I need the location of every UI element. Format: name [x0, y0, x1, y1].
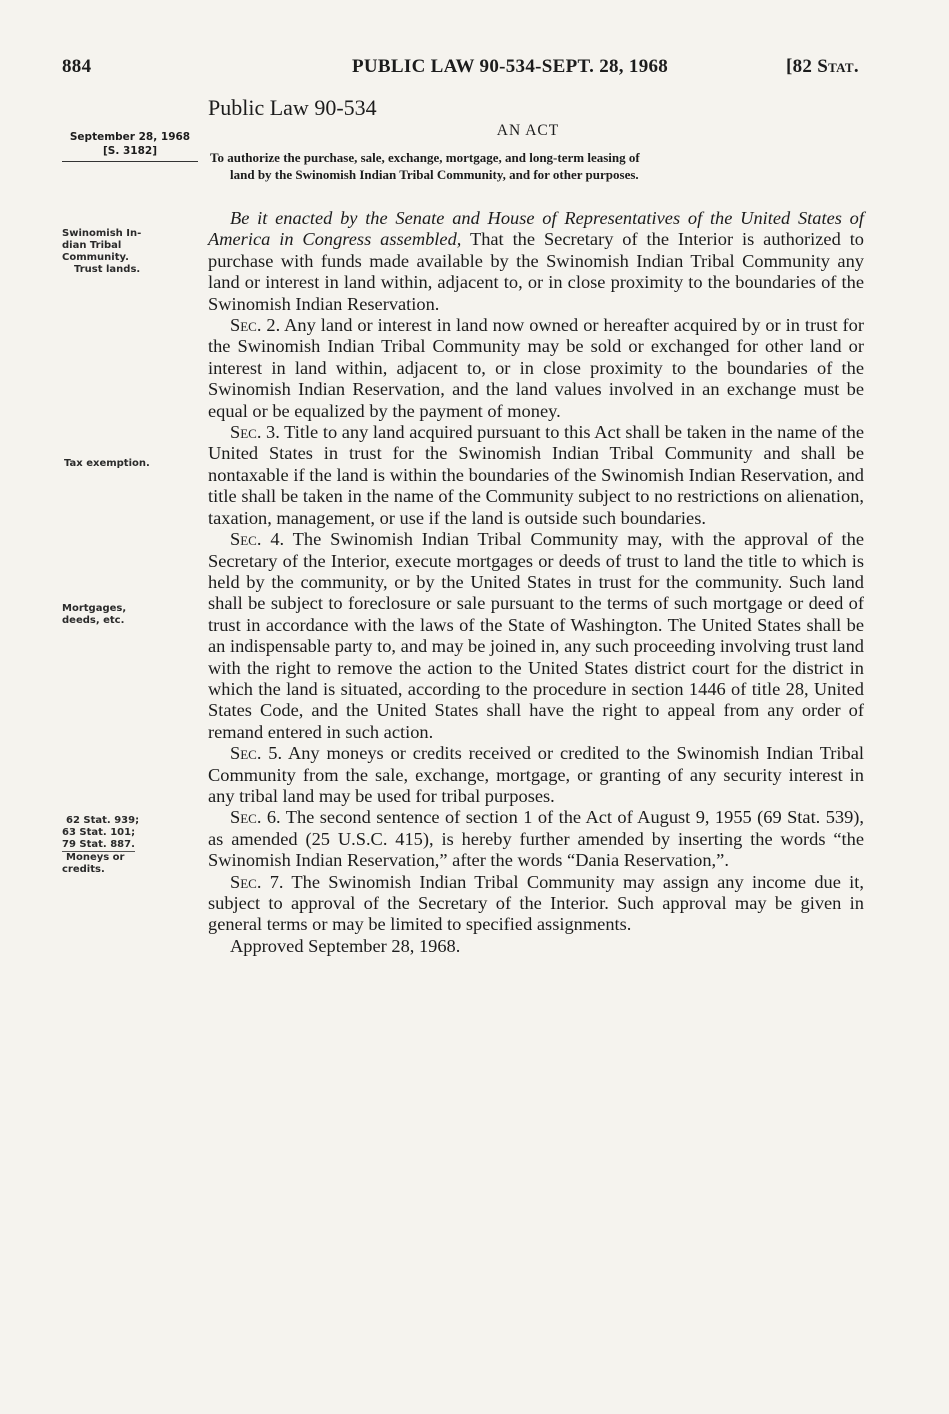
- margin-note-line: 62 Stat. 939;: [66, 815, 140, 826]
- section-6-text: The second sentence of section 1 of the Act of August 9, 1955 (69 Stat. 539), as amended (25 U.S.C. 415), is hereby further amended by inserting the words “the Swinomish Indian Reservation,” after the words “Dania Reservation,”.: [208, 807, 865, 871]
- margin-note-trust-lands: [62, 228, 192, 276]
- margin-note-line: Community.: [62, 252, 129, 263]
- act-purpose: [210, 149, 866, 183]
- margin-date-block: [62, 130, 198, 158]
- section-label: Sec.: [230, 871, 262, 892]
- margin-note-line: 79 Stat. 887.: [62, 839, 135, 850]
- volume-prefix: [82: [786, 56, 818, 77]
- margin-note-line: Moneys or: [66, 852, 125, 863]
- section-2-text: Any land or interest in land now owned or hereafter acquired by or in trust for the Swinomish Indian Tribal Community may be sold or exchanged for other land or interest in land within, adjacent to, or in close proximity to the boundaries of the Swinomish Indian Reservation, and the land values involved in an exchange must be equal or be equalized by the payment of money.: [208, 315, 864, 421]
- margin-note-stat-citations: [62, 815, 139, 852]
- margin-divider: [62, 161, 198, 162]
- section-5-text: Any moneys or credits received or credited to the Swinomish Indian Tribal Community from the sale, exchange, mortgage, or granting of any security interest in any tribal land may be used for tribal purposes.: [208, 743, 865, 806]
- section-1-text: That the Secretary of the Interior is authorized to purchase with funds made available by the Swinomish Indian Tribal Community any land or interest in land within, adjacent to, or in close proximity to the boundaries of the Swinomish Indian Reservation.: [208, 229, 864, 314]
- margin-note-mortgages: [62, 603, 126, 627]
- section-3-number: 3.: [261, 422, 280, 443]
- section-7-number: 7.: [261, 871, 284, 892]
- margin-note-moneys: [62, 852, 124, 876]
- bill-number: [S. 3182]: [102, 145, 158, 157]
- section-1: [208, 208, 864, 315]
- purpose-line-1: To authorize the purchase, sale, exchange, mortgage, and long-term leasing of: [210, 150, 640, 165]
- section-4: [208, 529, 864, 743]
- section-2: [208, 315, 864, 422]
- margin-note-line: 63 Stat. 101;: [62, 827, 136, 838]
- section-4-text: The Swinomish Indian Tribal Community may, with the approval of the Secretary of the Interior, execute mortgages or deeds of trust to land the title to which is held by the community, or by the United States in trust for the community. Such land shall be subject to foreclosure or sale pursuant to the terms of such mortgage or deed of trust in accordance with the laws of the State of Washington. The United States shall be an indispensable party to, and may be joined in, any such proceeding involving trust land with the right to remove the action to the United States district court for the district in which the land is situated, according to the procedure in section 1446 of title 28, United States Code, and the United States shall have the right to appeal from any order of remand entered in such action.: [208, 529, 865, 742]
- margin-note-tax-exemption: Tax exemption.: [64, 458, 150, 469]
- section-label: Sec.: [230, 743, 262, 764]
- section-3-text: Title to any land acquired pursuant to this Act shall be taken in the name of the United States in trust for the Swinomish Indian Tribal Community and shall be nontaxable if the land is within the boundaries of the Swinomish Indian Reservation, and title shall be taken in the name of the Community subject to no restrictions on alienation, taxation, management, or use if the land is outside such boundaries.: [208, 422, 864, 528]
- approval-line: Approved September 28, 1968.: [230, 935, 461, 956]
- section-5: [208, 743, 864, 807]
- margin-note-line: Swinomish In-: [62, 228, 142, 239]
- section-label: Sec.: [230, 529, 262, 550]
- section-label: Sec.: [230, 422, 262, 443]
- volume-stat: Stat.: [817, 56, 859, 77]
- purpose-line-2: land by the Swinomish Indian Tribal Community, and for other purposes.: [230, 167, 639, 182]
- running-title: PUBLIC LAW 90-534-SEPT. 28, 1968: [352, 56, 669, 77]
- section-7: [208, 872, 864, 936]
- volume-reference: [786, 56, 859, 78]
- section-4-number: 4.: [261, 529, 285, 550]
- section-label: Sec.: [230, 315, 262, 336]
- enacting-clause: Be it enacted by the Senate and House of Representatives of the United States of America in Congress assembled,: [208, 208, 864, 250]
- act-body: [208, 208, 864, 957]
- section-3: [208, 422, 864, 529]
- margin-note-line: dian Tribal: [62, 240, 122, 251]
- act-label: AN ACT: [496, 122, 560, 139]
- margin-note-line: Trust lands.: [74, 264, 141, 275]
- law-title: Public Law 90-534: [208, 95, 377, 120]
- margin-note-line: credits.: [62, 864, 105, 875]
- section-6: [208, 807, 864, 871]
- section-2-number: 2.: [261, 315, 281, 336]
- section-7-text: The Swinomish Indian Tribal Community may assign any income due it, subject to approval of the Secretary of the Interior. Such approval may be given in general terms or may be limited to specified assignments.: [208, 871, 864, 935]
- enactment-date: September 28, 1968: [69, 131, 191, 143]
- margin-note-line: Mortgages,: [62, 603, 127, 614]
- section-5-number: 5.: [261, 743, 283, 764]
- margin-note-line: deeds, etc.: [62, 615, 125, 626]
- section-6-number: 6.: [261, 807, 281, 828]
- page-number: 884: [62, 56, 92, 77]
- section-label: Sec.: [230, 807, 262, 828]
